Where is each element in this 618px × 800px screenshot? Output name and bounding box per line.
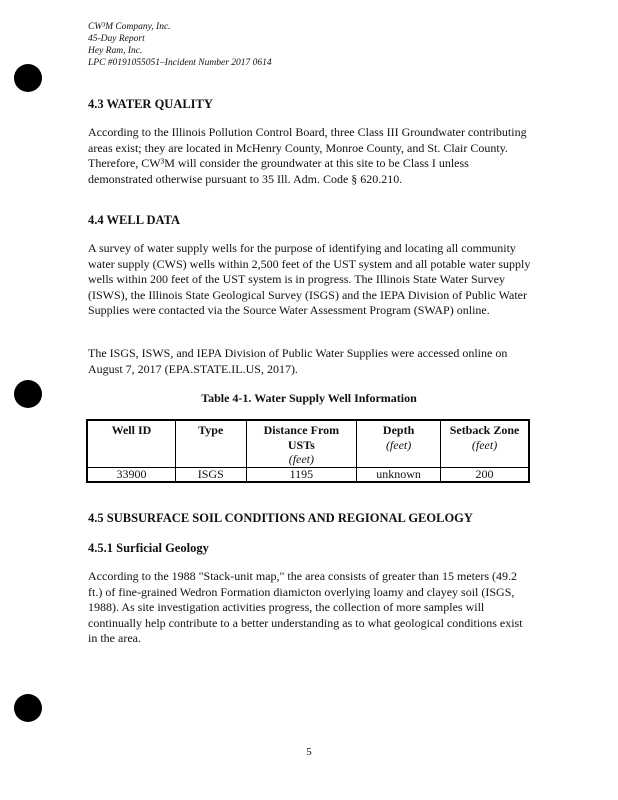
heading-water-quality: 4.3 WATER QUALITY (88, 97, 213, 111)
paragraph-well-access: The ISGS, ISWS, and IEPA Division of Public Water Supplies were accessed online on August 7, 2017 (EPA.STATE.IL.US, 2017). (88, 346, 508, 376)
paragraph-well-survey: A survey of water supply wells for the purpose of identifying and locating all community water supply (CWS) wells within 2,500 feet of the UST system and all potable water supply wells within 200 feet of the UST system is in progress. The Illinois State Water Survey (ISWS), the Illinois State Geological Survey (ISGS) and the IEPA Division of Public Water Supplies were contacted via the Source Water Assessment Program (SWAP) online. (88, 241, 531, 317)
cell-type: ISGS (175, 467, 246, 482)
binder-hole-bottom (14, 694, 42, 722)
column-header-well-id: Well ID (87, 420, 175, 467)
heading-well-data: 4.4 WELL DATA (88, 213, 181, 227)
setback-unit: (feet) (471, 437, 498, 452)
water-supply-well-table (86, 419, 530, 483)
distance-unit: (feet) (288, 452, 315, 466)
cell-depth: unknown (357, 467, 441, 482)
header-report-type: 45-Day Report (88, 34, 145, 44)
header-incident: LPC #0191055051–Incident Number 2017 0614 (88, 58, 272, 68)
cell-well-id: 33900 (87, 467, 175, 482)
running-header (88, 21, 272, 69)
heading-surficial-geology: 4.5.1 Surficial Geology (88, 541, 209, 555)
table-caption: Table 4-1. Water Supply Well Information (201, 391, 417, 405)
column-header-depth: Depth (feet) (357, 420, 441, 467)
paragraph-water-quality: According to the Illinois Pollution Control Board, three Class III Groundwater contributing areas exist; they are located in McHenry County, Monroe County, and St. Clair County. Therefore, CW³M will consider the groundwater at this site to be Class I unless demonstrated otherwise pursuant to 35 Ill. Adm. Code § 620.210. (88, 125, 527, 186)
column-header-distance: Distance From USTs (feet) (246, 420, 357, 467)
column-header-type: Type (175, 420, 246, 467)
cell-distance: 1195 (246, 467, 357, 482)
depth-unit: (feet) (385, 437, 412, 452)
header-client: Hey Ram, Inc. (88, 46, 143, 56)
column-header-setback: Setback Zone (feet) (441, 420, 529, 467)
cell-setback: 200 (441, 467, 529, 482)
binder-hole-top (14, 64, 42, 92)
table-header-row (87, 420, 529, 467)
header-company: CW³M Company, Inc. (88, 22, 171, 32)
page-number: 5 (306, 746, 312, 758)
heading-subsurface-soil: 4.5 SUBSURFACE SOIL CONDITIONS AND REGIONAL GEOLOGY (88, 511, 473, 525)
table-row (87, 467, 529, 482)
paragraph-surficial-geology: According to the 1988 "Stack-unit map," the area consists of greater than 15 meters (49.2 ft.) of fine-grained Wedron Formation diamicton overlying loamy and clayey soil (ISGS, 1988). As site investigation activities progress, the collection of more samples will continually help contribute to a better understanding as to what geological conditions exist in the area. (88, 569, 523, 645)
